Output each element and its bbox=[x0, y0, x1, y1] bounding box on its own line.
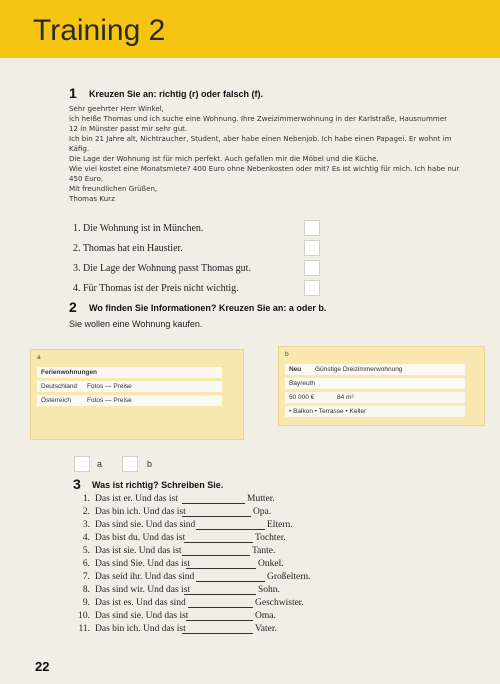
choice-a-label: a bbox=[97, 459, 103, 469]
statement-2: 2. Thomas hat ein Haustier. bbox=[73, 243, 183, 254]
panel-a-info: Fotos — Preise bbox=[87, 383, 132, 390]
letter-line: Sehr geehrter Herr Winkel, bbox=[69, 104, 164, 113]
panel-a-country: Deutschland bbox=[41, 383, 78, 390]
choice-a-checkbox[interactable] bbox=[74, 456, 90, 472]
panel-b-headline-row bbox=[285, 364, 465, 375]
panel-b-label: b bbox=[285, 351, 289, 358]
letter-line: Wie viel kostet eine Monatsmiete? 400 Euro ohne Nebenkosten oder mit? Es ist wichtig für mich. Ich habe nur bbox=[69, 164, 460, 173]
exercise-answer: Mutter. bbox=[247, 494, 275, 504]
page-number: 22 bbox=[35, 659, 50, 674]
exercise-number: 9. bbox=[82, 598, 90, 608]
exercise-number: 1. bbox=[82, 494, 90, 504]
section-1-title: Kreuzen Sie an: richtig (r) oder falsch (f). bbox=[89, 89, 264, 99]
letter-line: Thomas Kurz bbox=[69, 194, 115, 203]
exercise-answer: Eltern. bbox=[267, 520, 293, 530]
exercise-answer: Opa. bbox=[253, 507, 272, 517]
section-1-number: 1 bbox=[69, 85, 77, 101]
answer-blank[interactable] bbox=[184, 594, 256, 595]
exercise-text: Das ist er. Und das ist bbox=[95, 494, 178, 504]
panel-a-country: Österreich bbox=[41, 397, 71, 404]
answer-blank[interactable] bbox=[186, 568, 256, 569]
section-3-title: Was ist richtig? Schreiben Sie. bbox=[92, 480, 224, 490]
letter-line: Die Lage der Wohnung ist für mich perfekt. Auch gefallen mir die Möbel und die Küche. bbox=[69, 154, 379, 163]
panel-b-city: Bayreuth bbox=[285, 378, 465, 389]
exercise-text: Das bist du. Und das ist bbox=[95, 533, 186, 543]
answer-blank[interactable] bbox=[182, 555, 250, 556]
exercise-text: Das bin ich. Und das ist bbox=[95, 507, 186, 517]
section-2-title: Wo finden Sie Informationen? Kreuzen Sie an: a oder b. bbox=[89, 303, 327, 313]
page-title: Training 2 bbox=[33, 14, 166, 47]
panel-a-row-1 bbox=[37, 381, 222, 392]
statement-4: 4. Für Thomas ist der Preis nicht wichtig. bbox=[73, 283, 239, 294]
letter-line: ich heiße Thomas und ich suche eine Wohnung. Ihre Zweizimmerwohnung in der Karlstraße, Hausnummer bbox=[69, 114, 448, 123]
section-3-number: 3 bbox=[73, 476, 81, 492]
answer-blank[interactable] bbox=[188, 607, 253, 608]
statement-1: 1. Die Wohnung ist in München. bbox=[73, 223, 204, 234]
exercise-number: 7. bbox=[82, 572, 90, 582]
answer-blank[interactable] bbox=[196, 581, 265, 582]
exercise-number: 6. bbox=[82, 559, 90, 569]
exercise-text: Das ist es. Und das sind bbox=[95, 598, 186, 608]
answer-blank[interactable] bbox=[182, 633, 253, 634]
letter-text bbox=[69, 104, 489, 204]
exercise-text: Das seid ihr. Und das sind bbox=[95, 572, 195, 582]
exercise-number: 3. bbox=[82, 520, 90, 530]
answer-blank[interactable] bbox=[182, 516, 251, 517]
exercise-text: Das ist sie. Und das ist bbox=[95, 546, 182, 556]
panel-a-info: Fotos — Preise bbox=[87, 397, 132, 404]
letter-line: 450 Euro. bbox=[69, 174, 104, 183]
letter-line: Ich bin 21 Jahre alt, Nichtraucher, Student, aber habe einen Nebenjob. Ich habe einen Papagei. Er wohnt im bbox=[69, 134, 452, 143]
exercise-number: 11. bbox=[78, 624, 90, 634]
answer-checkbox-2[interactable] bbox=[304, 240, 320, 256]
exercise-number: 5. bbox=[82, 546, 90, 556]
exercise-answer: Geschwister. bbox=[255, 598, 304, 608]
exercise-answer: Sohn. bbox=[258, 585, 280, 595]
panel-b-features: • Balkon • Terrasse • Keller bbox=[285, 406, 465, 417]
section-2-number: 2 bbox=[69, 299, 77, 315]
exercise-answer: Tochter. bbox=[255, 533, 286, 543]
exercise-answer: Onkel. bbox=[258, 559, 284, 569]
exercise-answer: Großeltern. bbox=[267, 572, 311, 582]
panel-b-price: 50 000 € bbox=[289, 394, 315, 401]
letter-line: 12 in Münster passt mir sehr gut. bbox=[69, 124, 188, 133]
section-2-intro: Sie wollen eine Wohnung kaufen. bbox=[69, 319, 203, 329]
answer-checkbox-1[interactable] bbox=[304, 220, 320, 236]
panel-b-area: 84 m² bbox=[337, 394, 354, 401]
letter-line: Mit freundlichen Grüßen, bbox=[69, 184, 158, 193]
exercise-answer: Vater. bbox=[255, 624, 277, 634]
exercise-number: 10. bbox=[78, 611, 90, 621]
exercise-answer: Tante. bbox=[252, 546, 276, 556]
panel-b-new-tag: Neu bbox=[289, 366, 302, 373]
answer-blank[interactable] bbox=[182, 503, 245, 504]
exercise-number: 8. bbox=[82, 585, 90, 595]
exercise-text: Das bin ich. Und das ist bbox=[95, 624, 186, 634]
answer-blank[interactable] bbox=[186, 620, 253, 621]
answer-checkbox-3[interactable] bbox=[304, 260, 320, 276]
exercise-text: Das sind Sie. Und das ist bbox=[95, 559, 190, 569]
panel-a-heading: Ferienwohnungen bbox=[37, 367, 222, 378]
ad-panel-a bbox=[30, 349, 244, 440]
choice-b-label: b bbox=[147, 459, 153, 469]
letter-line: Käfig. bbox=[69, 144, 90, 153]
choice-b-checkbox[interactable] bbox=[122, 456, 138, 472]
answer-blank[interactable] bbox=[196, 529, 265, 530]
answer-checkbox-4[interactable] bbox=[304, 280, 320, 296]
exercise-number: 2. bbox=[82, 507, 90, 517]
exercise-number: 4. bbox=[82, 533, 90, 543]
ad-panel-b bbox=[278, 346, 485, 426]
exercise-text: Das sind sie. Und das sind bbox=[95, 520, 196, 530]
panel-b-price-row bbox=[285, 392, 465, 403]
exercise-text: Das sind wir. Und das ist bbox=[95, 585, 190, 595]
panel-b-headline: Günstige Dreizimmerwohnung bbox=[315, 366, 403, 373]
panel-a-row-2 bbox=[37, 395, 222, 406]
answer-blank[interactable] bbox=[184, 542, 253, 543]
panel-a-label: a bbox=[37, 354, 41, 361]
exercise-text: Das sind sie. Und das ist bbox=[95, 611, 189, 621]
statement-3: 3. Die Lage der Wohnung passt Thomas gut. bbox=[73, 263, 251, 274]
exercise-answer: Oma. bbox=[255, 611, 276, 621]
